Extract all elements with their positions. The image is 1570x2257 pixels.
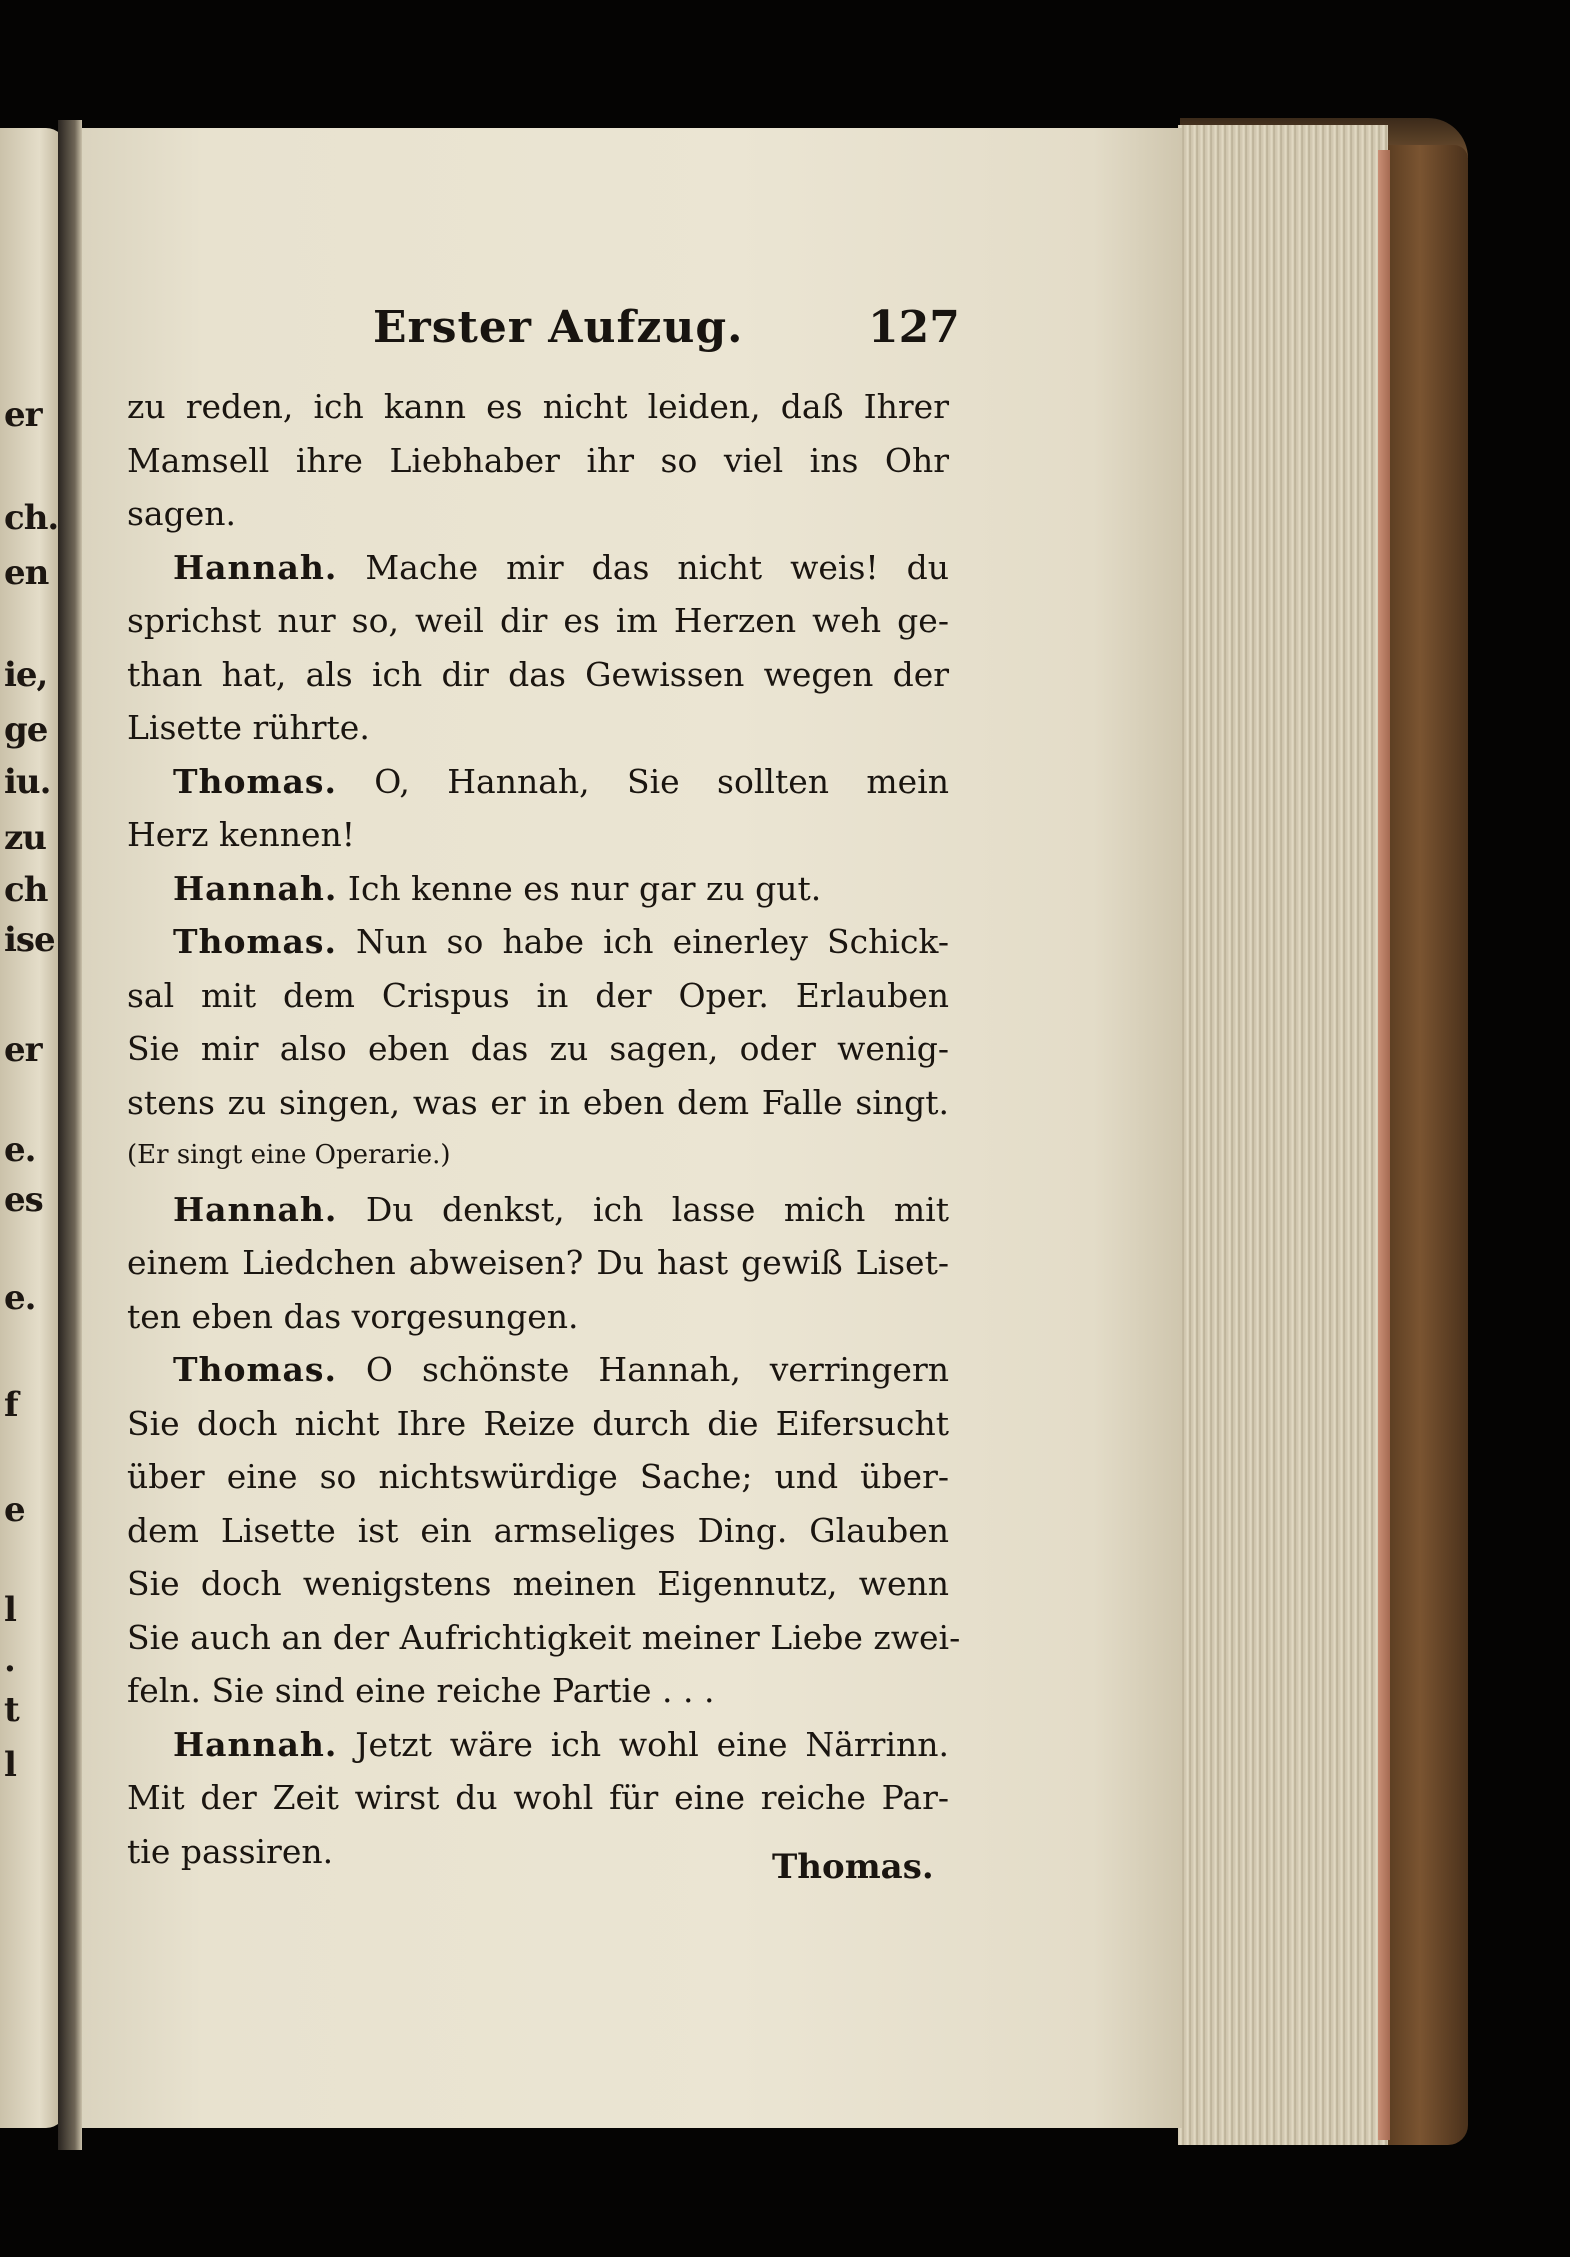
line-text: Sie doch wenigstens meinen Eigennutz, wenn	[127, 1564, 949, 1603]
line-text: tie passiren.	[127, 1831, 334, 1871]
text-line	[127, 1557, 949, 1611]
left-page-fragment: iu.	[4, 762, 51, 802]
line-text: feln. Sie sind eine reiche Partie . . .	[127, 1671, 715, 1710]
line-text: Mamsell ihre Liebhaber ihr so viel ins Ohr	[127, 440, 949, 480]
left-page-fragment: l	[4, 1745, 16, 1785]
text-line	[127, 1236, 949, 1290]
left-page-fragment: f	[4, 1385, 18, 1425]
line-text: Sie auch an der Aufrichtigkeit meiner Liebe zwei-	[127, 1617, 961, 1657]
speaker-name: Hannah.	[173, 868, 338, 908]
text-line	[127, 1450, 949, 1504]
line-text: dem Lisette ist ein armseliges Ding. Glauben	[127, 1510, 949, 1550]
text-line	[127, 701, 949, 755]
text-line	[127, 755, 949, 809]
left-page-fragment: t	[4, 1690, 19, 1730]
left-page-fragment: ise	[4, 920, 55, 960]
left-page-fragment: .	[4, 1640, 15, 1680]
left-page-fragment: e.	[4, 1278, 36, 1318]
text-line	[127, 862, 949, 916]
line-text: Herz kennen!	[127, 815, 356, 854]
left-page-fragment: ie,	[4, 655, 48, 695]
page-number: 127	[868, 302, 960, 353]
left-page-fragment: e	[4, 1490, 25, 1530]
line-text: than hat, als ich dir das Gewissen wegen der	[127, 654, 949, 694]
line-text: einem Liedchen abweisen? Du hast gewiß Liset-	[127, 1243, 949, 1282]
speaker-name: Thomas.	[173, 1350, 337, 1389]
speaker-name: Thomas.	[173, 761, 337, 801]
line-text: O schönste Hannah, verringern	[336, 1350, 949, 1389]
line-text: ten eben das vorgesungen.	[127, 1296, 579, 1336]
line-text: Ich kenne es nur gar zu gut.	[337, 868, 822, 908]
text-line	[127, 1343, 949, 1397]
text-line	[127, 487, 949, 541]
text-line	[127, 1611, 961, 1665]
text-line	[127, 808, 949, 862]
line-text: Jetzt wäre ich wohl eine Närrinn.	[337, 1724, 949, 1764]
text-block-2	[127, 1183, 961, 1879]
left-page-fragment: er	[4, 395, 42, 435]
speaker-name: Hannah.	[173, 1189, 338, 1229]
text-line	[127, 594, 949, 648]
left-page-fragment: l	[4, 1590, 16, 1630]
text-line	[127, 1076, 949, 1130]
line-text: Nun so habe ich einerley Schick-	[336, 922, 949, 961]
line-text: stens zu singen, was er in eben dem Falle singt.	[127, 1082, 949, 1122]
line-text: sal mit dem Crispus in der Oper. Erlauben	[127, 975, 949, 1015]
line-text: zu reden, ich kann es nicht leiden, daß Ihrer	[127, 387, 949, 426]
stage-direction: (Er singt eine Operarie.)	[127, 1140, 451, 1170]
left-page-fragment: zu	[4, 818, 47, 858]
running-title: Erster Aufzug.	[373, 302, 744, 353]
text-line	[127, 1664, 949, 1718]
line-text: O, Hannah, Sie sollten mein	[336, 761, 949, 801]
speaker-name: Thomas.	[173, 922, 337, 961]
body-text	[127, 380, 961, 1878]
text-line	[127, 1397, 949, 1451]
line-text: sagen.	[127, 494, 237, 533]
text-line	[127, 915, 949, 969]
book-cover	[1388, 145, 1468, 2145]
text-line	[127, 1771, 949, 1825]
text-line	[127, 1290, 949, 1344]
text-line	[127, 969, 949, 1023]
line-text: sprichst nur so, weil dir es im Herzen weh ge-	[127, 601, 949, 640]
line-text: Sie mir also eben das zu sagen, oder wenig-	[127, 1029, 949, 1068]
line-text: Mit der Zeit wirst du wohl für eine reiche Par-	[127, 1778, 949, 1817]
catchword: Thomas.	[772, 1847, 934, 1887]
text-block-1	[127, 380, 949, 1129]
left-page-fragment: ch	[4, 870, 48, 910]
left-page-fragment: er	[4, 1030, 42, 1070]
left-page-fragment: e.	[4, 1130, 36, 1170]
text-line	[127, 648, 949, 702]
left-page-fragment: ch.	[4, 498, 59, 538]
text-line	[127, 1718, 949, 1772]
text-line	[127, 380, 949, 434]
page-edges-red	[1378, 150, 1390, 2140]
text-line	[127, 1022, 949, 1076]
gutter	[58, 120, 82, 2150]
text-line	[127, 541, 949, 595]
left-page-fragment: ge	[4, 710, 48, 750]
line-text: Du denkst, ich lasse mich mit	[337, 1189, 949, 1229]
text-line	[127, 1504, 949, 1558]
text-line	[127, 1183, 949, 1237]
left-page-fragment: en	[4, 553, 49, 593]
speaker-name: Hannah.	[173, 547, 338, 587]
text-line	[127, 434, 949, 488]
line-text: Lisette rührte.	[127, 708, 370, 747]
line-text: über eine so nichtswürdige Sache; und über-	[127, 1457, 949, 1496]
line-text: Sie doch nicht Ihre Reize durch die Eifersucht	[127, 1403, 949, 1443]
page-edges	[1178, 125, 1388, 2145]
line-text: Mache mir das nicht weis! du	[337, 547, 949, 587]
speaker-name: Hannah.	[173, 1724, 338, 1764]
left-page-fragment: es	[4, 1180, 43, 1220]
